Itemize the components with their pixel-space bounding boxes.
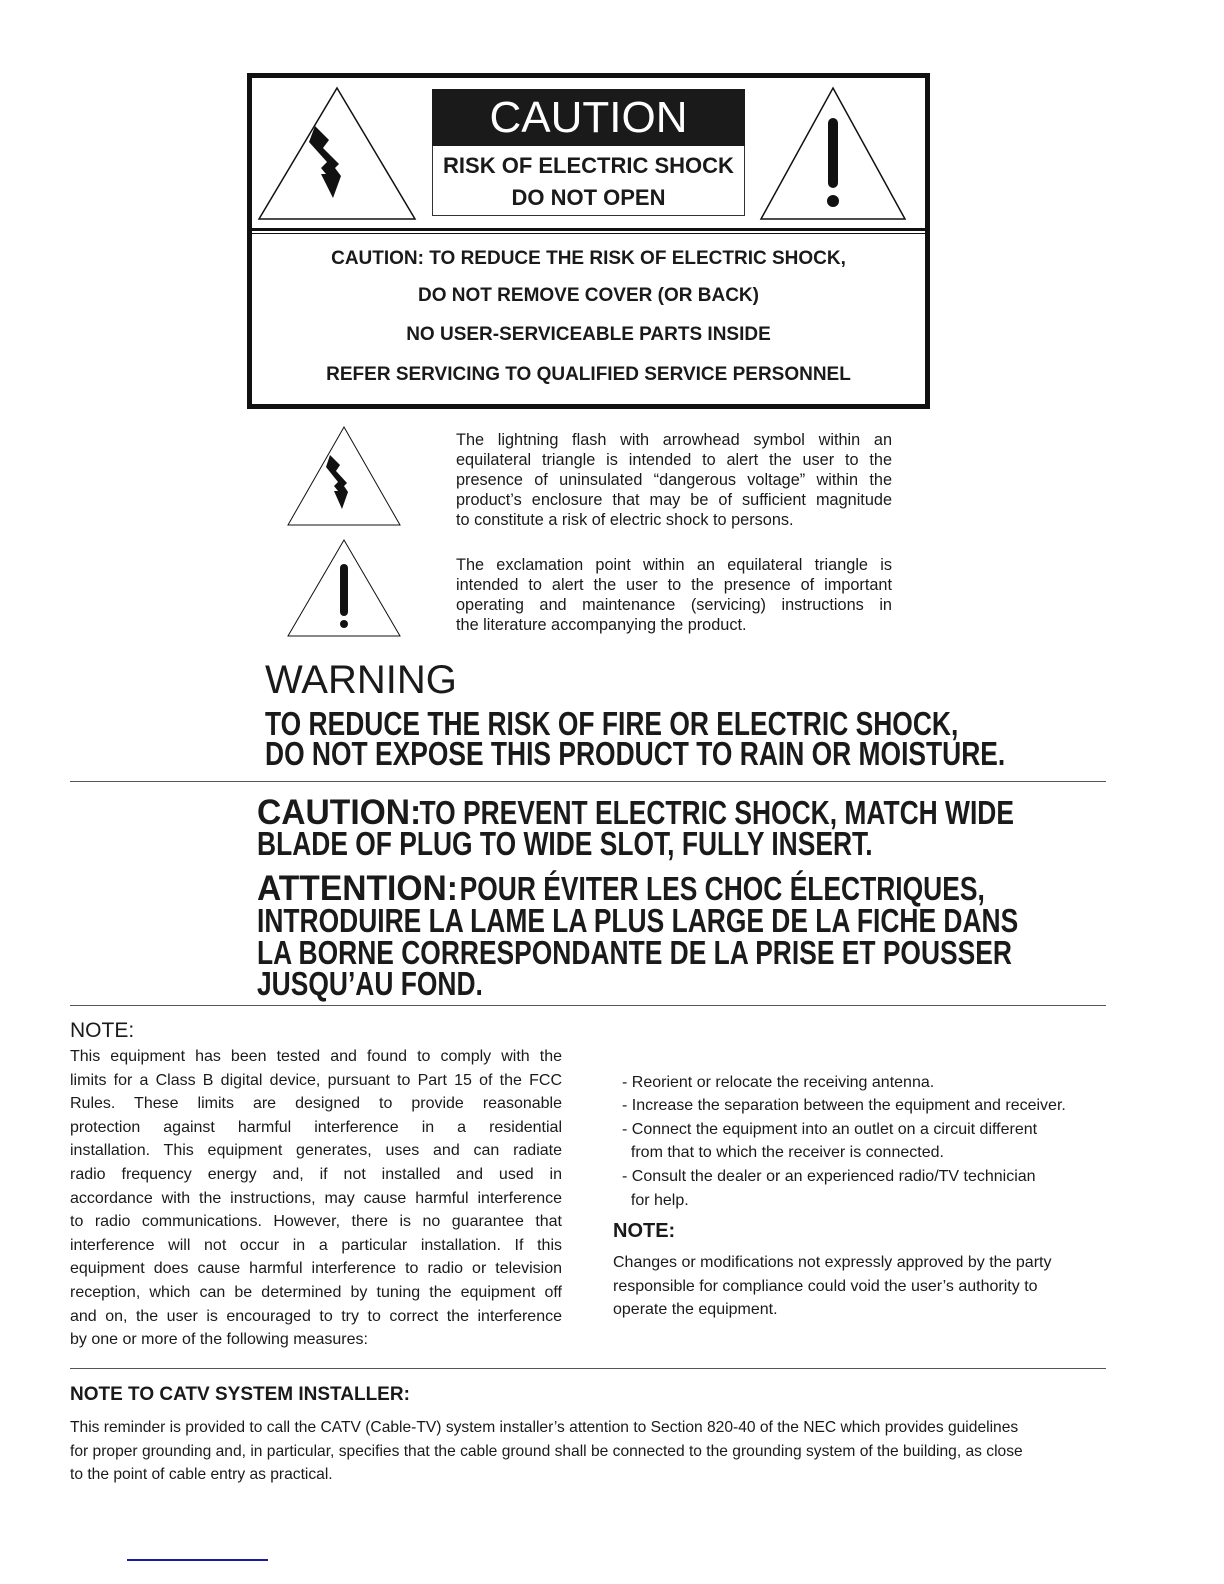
caution-heading: CAUTION <box>432 89 745 146</box>
catv-note: This reminder is provided to call the CATV (Cable-TV) system installer’s attention to Section 820-40 of the NEC which provides guidelines for proper grounding and, in particular, specifies that the cable ground shall be connected to the grounding system of the building, as close to the point of cable entry as practical. <box>70 1419 1023 1484</box>
plug-caution-line: BLADE OF PLUG TO WIDE SLOT, FULLY INSERT. <box>257 825 873 862</box>
exclamation-description: The exclamation point within an equilateral triangle is intended to alert the user to the presence of important operating and maintenance (servicing) instructions in the literature accompanying the product. <box>456 556 892 634</box>
modifications-note: Changes or modifications not expressly approved by the party responsible for compliance could void the user’s authority to operate the equipment. <box>613 1254 1052 1319</box>
plug-caution-line: CAUTION:TO PREVENT ELECTRIC SHOCK, MATCH WIDE <box>257 793 1014 832</box>
warning-line: DO NOT EXPOSE THIS PRODUCT TO RAIN OR MOISTURE. <box>265 735 1006 772</box>
lightning-description: The lightning flash with arrowhead symbol within an equilateral triangle is intended to alert the user to the presence of uninsulated “dangerous voltage” within the product’s enclosure that may be of sufficient magnitude to constitute a risk of electric shock to persons. <box>456 431 892 529</box>
fcc-note: This equipment has been tested and found to comply with the limits for a Class B digital device, pursuant to Part 15 of the FCC Rules. These limits are designed to provide reasonable protection against harmful interference in a residential installation. This equipment generates, uses and can radiate radio frequency energy and, if not installed and used in accordance with the instructions, may cause harmful interference to radio communications. However, there is no guarantee that interference will not occur in a particular installation. If this equipment does cause harmful interference to radio or television reception, which can be determined by tuning the equipment off and on, the user is encouraged to try to correct the interference by one or more of the following measures: <box>70 1048 562 1349</box>
attention-line: ATTENTION:POUR ÉVITER LES CHOC ÉLECTRIQUES, <box>257 869 985 908</box>
attention-line: JUSQU’AU FOND. <box>257 965 483 1002</box>
lightning-triangle-icon <box>255 86 420 224</box>
catv-title: NOTE TO CATV SYSTEM INSTALLER: <box>70 1384 410 1405</box>
warning-line: TO REDUCE THE RISK OF FIRE OR ELECTRIC SHOCK, <box>265 705 959 742</box>
note-title: NOTE: <box>70 1019 135 1042</box>
exclamation-triangle-icon <box>757 86 909 224</box>
attention-line: INTRODUIRE LA LAME LA PLUS LARGE DE LA FICHE DANS <box>257 902 1019 939</box>
measures-list: - Reorient or relocate the receiving antenna. - Increase the separation between the equipment and receiver. - Connect the equipment into an outlet on a circuit different from that to which the receiver is connected. - Consult the dealer or an experienced radio/TV technician for help. <box>622 1073 1066 1209</box>
footer-rule <box>127 1559 268 1561</box>
divider <box>70 1005 1106 1006</box>
exclamation-triangle-icon <box>286 538 404 640</box>
divider <box>70 781 1106 782</box>
box-line: REFER SERVICING TO QUALIFIED SERVICE PERSONNEL <box>326 364 851 385</box>
box-line: DO NOT REMOVE COVER (OR BACK) <box>418 285 759 306</box>
lightning-triangle-icon <box>286 425 404 529</box>
box-line: CAUTION: TO REDUCE THE RISK OF ELECTRIC SHOCK, <box>331 248 846 269</box>
attention-line: LA BORNE CORRESPONDANTE DE LA PRISE ET POUSSER <box>257 934 1012 971</box>
box-line: NO USER-SERVICEABLE PARTS INSIDE <box>406 324 771 345</box>
warning-title: WARNING <box>265 658 457 702</box>
caution-subtext: RISK OF ELECTRIC SHOCK DO NOT OPEN <box>432 146 745 216</box>
note-title: NOTE: <box>613 1220 676 1242</box>
divider <box>70 1368 1106 1369</box>
